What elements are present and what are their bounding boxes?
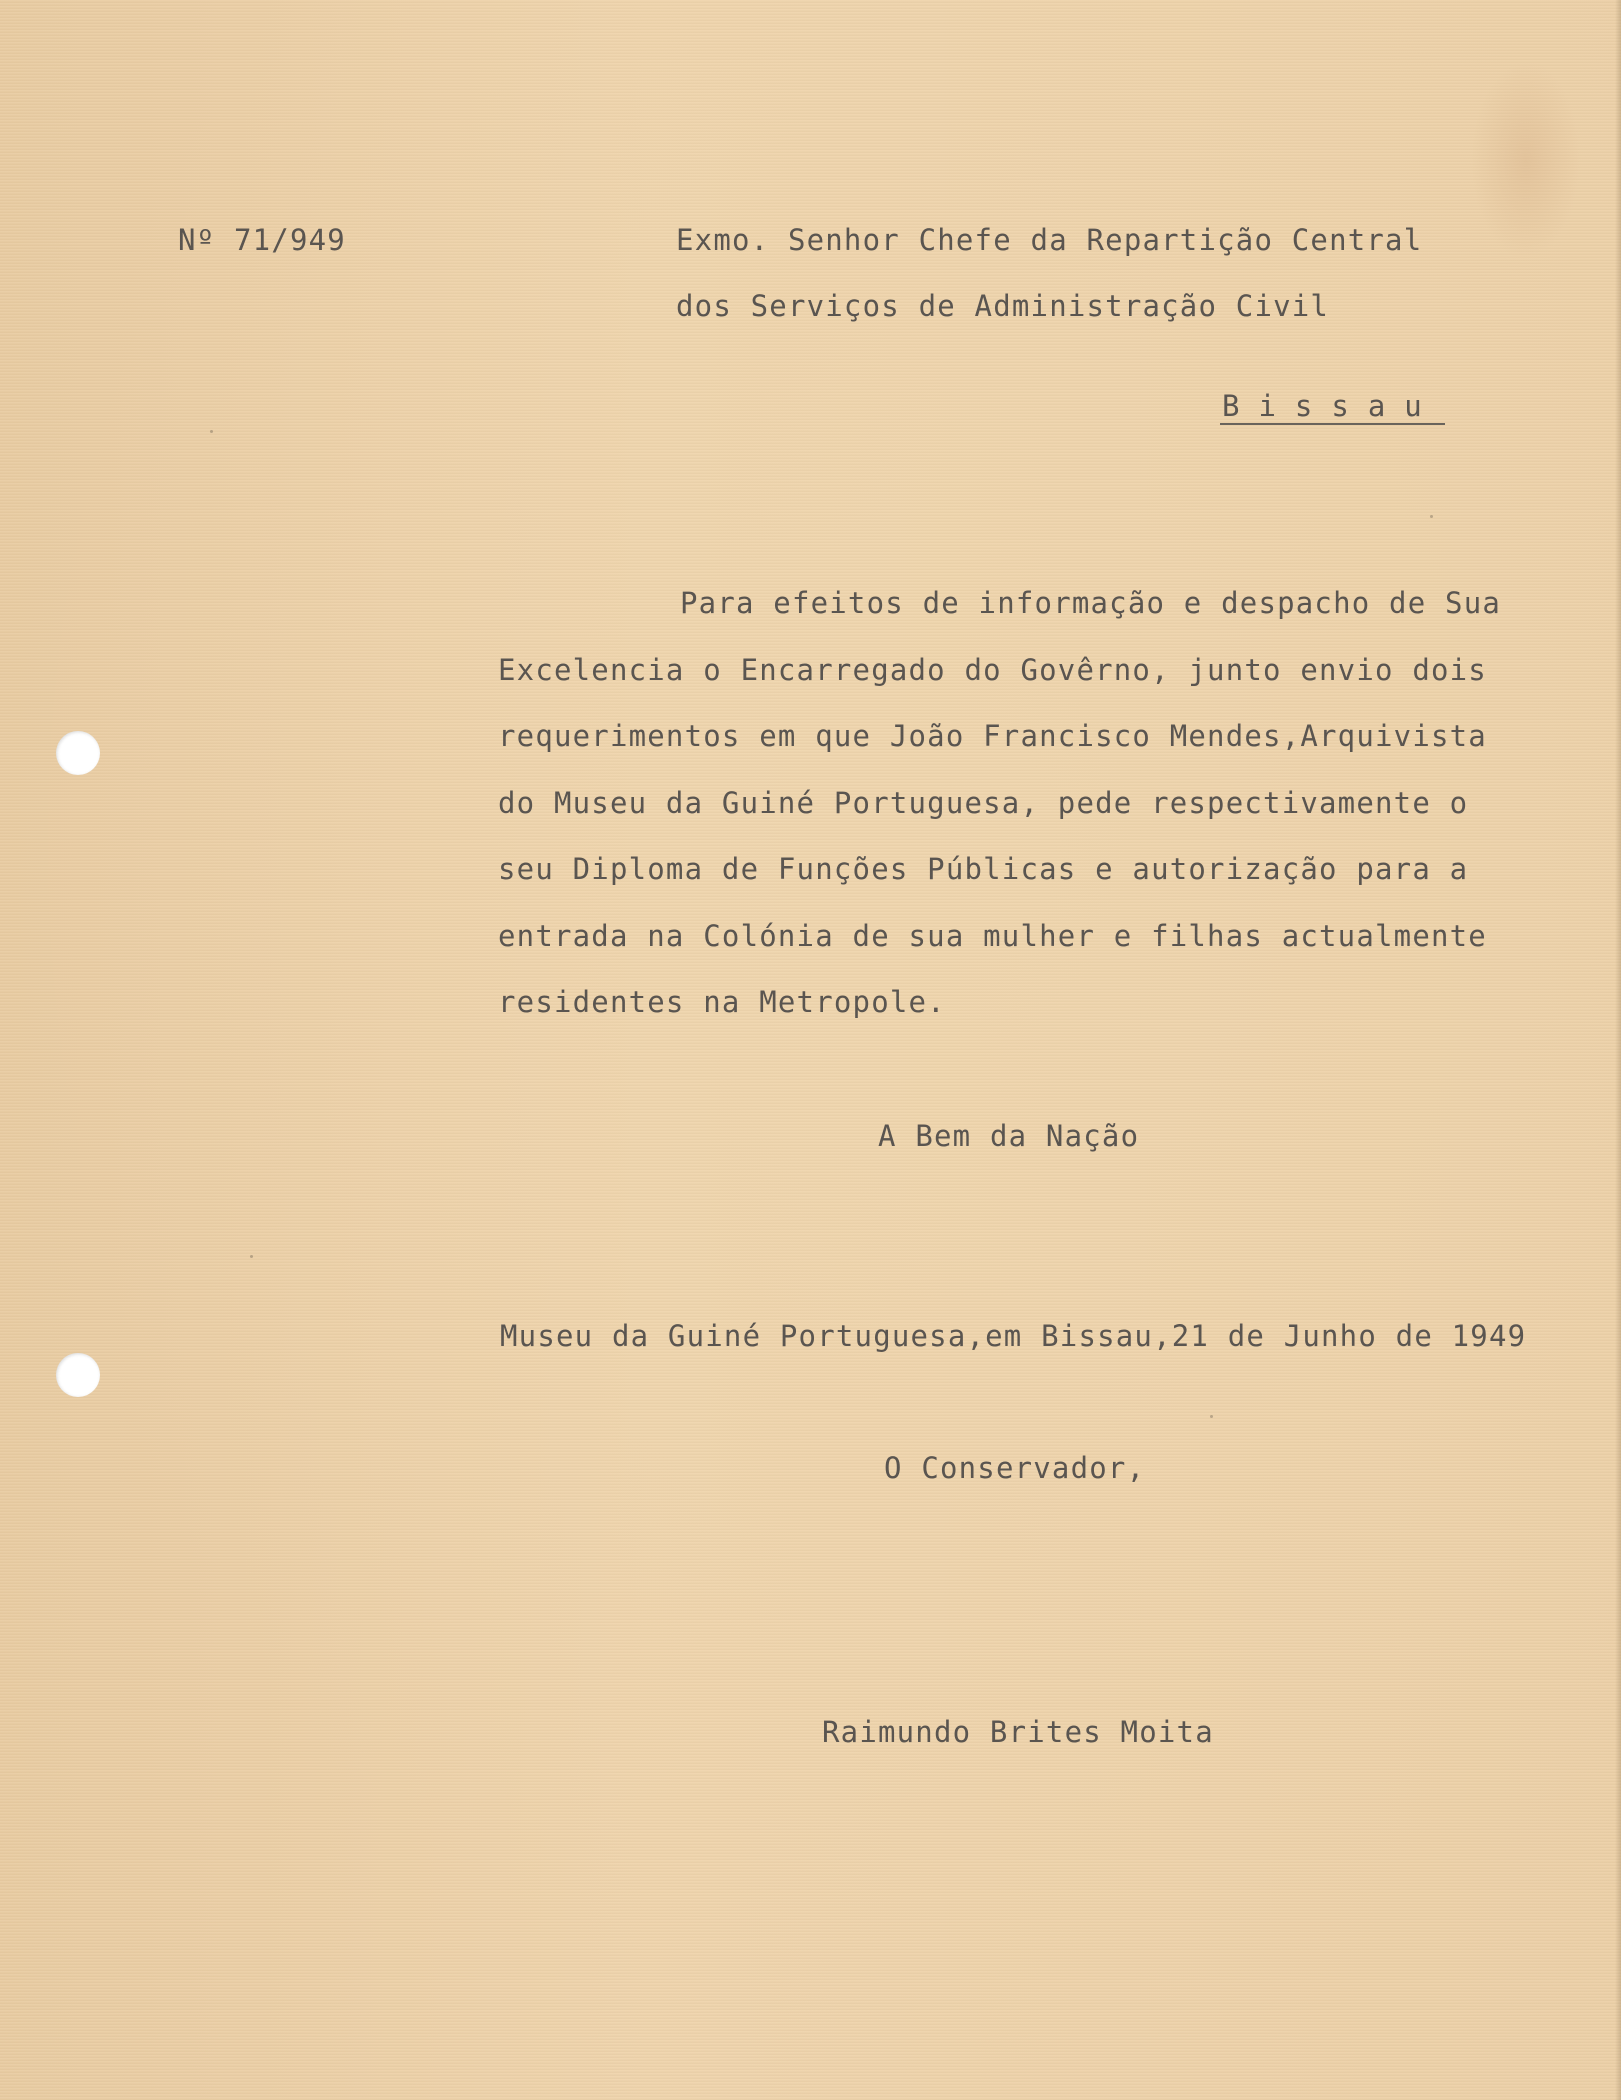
signer-role: O Conservador, xyxy=(884,1451,1146,1485)
paper-speck xyxy=(250,1255,253,1258)
paper-speck xyxy=(210,430,213,433)
punch-hole-bottom xyxy=(56,1353,100,1397)
recipient-city: Bissau xyxy=(1220,392,1445,425)
paper-stain xyxy=(1471,60,1581,260)
paper-speck xyxy=(1430,515,1433,518)
page-edge xyxy=(1615,0,1621,2100)
body-line: do Museu da Guiné Portuguesa, pede respectivamente o xyxy=(498,785,1469,820)
reference-number: Nº 71/949 xyxy=(178,223,346,257)
body-line: seu Diploma de Funções Públicas e autorização para a xyxy=(498,852,1469,886)
recipient-line-1: Exmo. Senhor Chefe da Repartição Central xyxy=(676,223,1423,257)
paper-speck xyxy=(1210,1415,1213,1418)
body-line: residentes na Metropole. xyxy=(498,985,946,1019)
letter-body xyxy=(498,586,1568,1052)
body-line: Excelencia o Encarregado do Govêrno, junto envio dois xyxy=(498,652,1487,687)
signer-name: Raimundo Brites Moita xyxy=(822,1715,1214,1749)
body-line: Para efeitos de informação e despacho de Sua xyxy=(680,586,1502,620)
place-and-date: Museu da Guiné Portuguesa,em Bissau,21 de Junho de 1949 xyxy=(500,1319,1527,1353)
recipient-line-2: dos Serviços de Administração Civil xyxy=(676,289,1330,323)
body-line: requerimentos em que João Francisco Mendes,Arquivista xyxy=(498,719,1487,753)
closing-salutation: A Bem da Nação xyxy=(878,1119,1140,1153)
body-line: entrada na Colónia de sua mulher e filhas actualmente xyxy=(498,918,1487,953)
punch-hole-top xyxy=(56,731,100,775)
